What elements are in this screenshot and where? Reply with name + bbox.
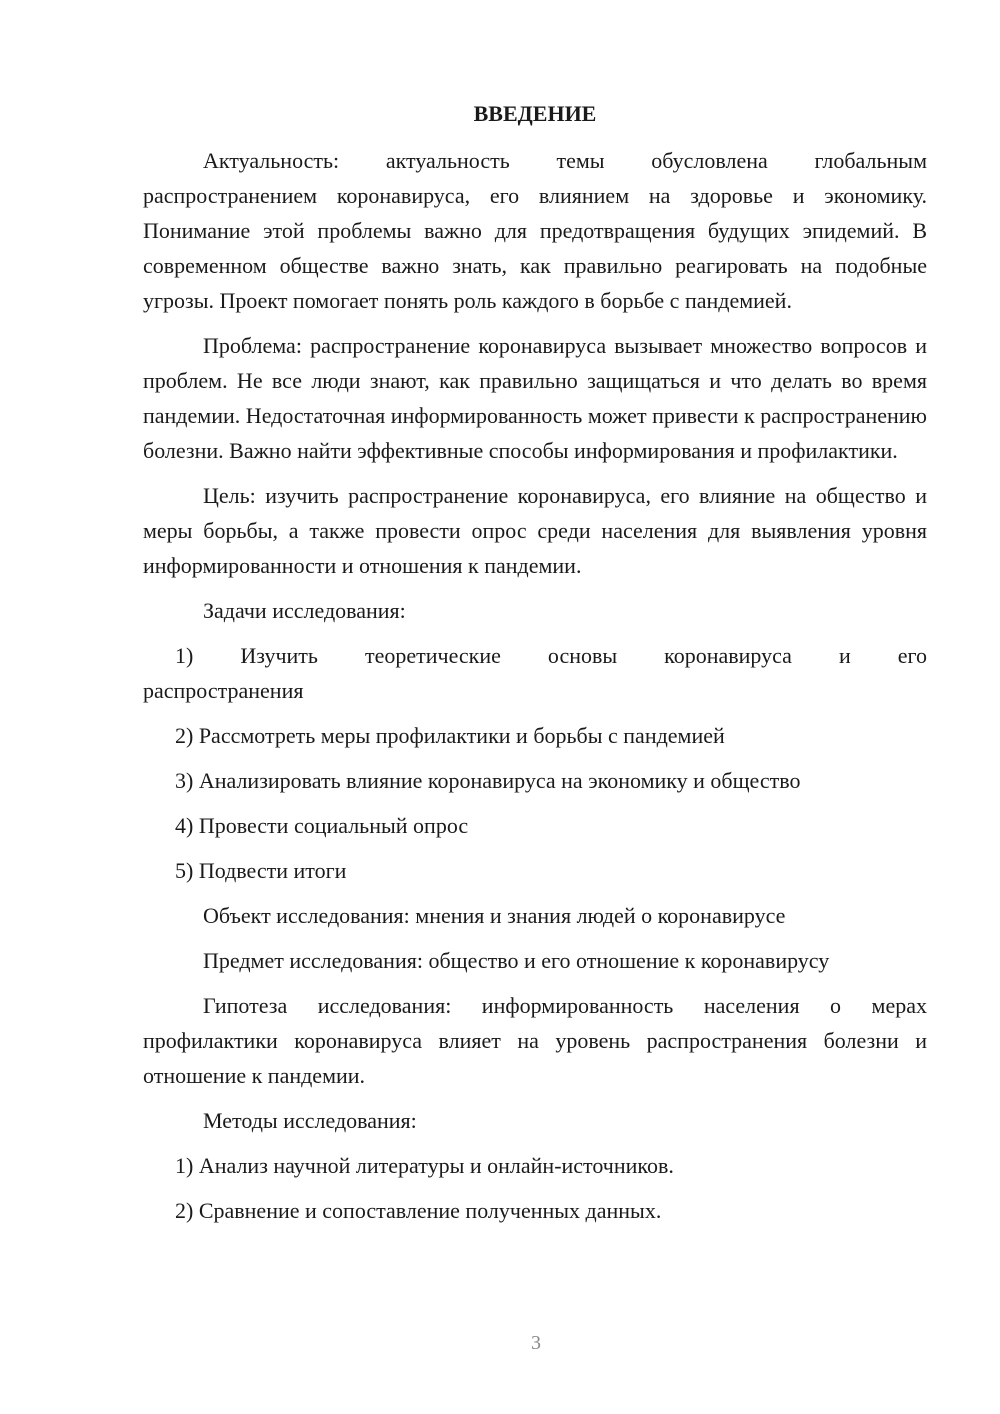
task-item: 1) Изучить теоретические основы коронавируса и его распространения (143, 643, 927, 703)
task-item: 3) Анализировать влияние коронавируса на экономику и общество (175, 768, 801, 793)
task-item: 5) Подвести итоги (175, 858, 347, 883)
hypothesis-paragraph: Гипотеза исследования: информированность населения о мерах профилактики коронавируса влияет на уровень распространения болезни и отношение к пандемии. (143, 993, 927, 1088)
task-item: 2) Рассмотреть меры профилактики и борьбы с пандемией (175, 723, 725, 748)
page-content (143, 96, 927, 1238)
tasks-heading: Задачи исследования: (203, 598, 406, 623)
subject-line: Предмет исследования: общество и его отношение к коронавирусу (203, 948, 830, 973)
object-line: Объект исследования: мнения и знания людей о коронавирусе (203, 903, 786, 928)
page-title: ВВЕДЕНИЕ (473, 101, 597, 126)
method-item: 2) Сравнение и сопоставление полученных данных. (175, 1198, 662, 1223)
method-item: 1) Анализ научной литературы и онлайн-источников. (175, 1153, 674, 1178)
relevance-paragraph: Актуальность: актуальность темы обусловлена глобальным распространением коронавируса, его влиянием на здоровье и экономику. Понимание этой проблемы важно для предотвращения будущих эпидемий. В современном обществе важно знать, как правильно реагировать на подобные угрозы. Проект помогает понять роль каждого в борьбе с пандемией. (143, 148, 927, 313)
goal-paragraph: Цель: изучить распространение коронавируса, его влияние на общество и меры борьбы, а также провести опрос среди населения для выявления уровня информированности и отношения к пандемии. (143, 483, 927, 578)
page-number: 3 (531, 1332, 541, 1354)
methods-heading: Методы исследования: (203, 1108, 417, 1133)
task-item: 4) Провести социальный опрос (175, 813, 469, 838)
problem-paragraph: Проблема: распространение коронавируса вызывает множество вопросов и проблем. Не все люди знают, как правильно защищаться и что делать во время пандемии. Недостаточная информированность может привести к распространению болезни. Важно найти эффективные способы информирования и профилактики. (143, 333, 927, 463)
